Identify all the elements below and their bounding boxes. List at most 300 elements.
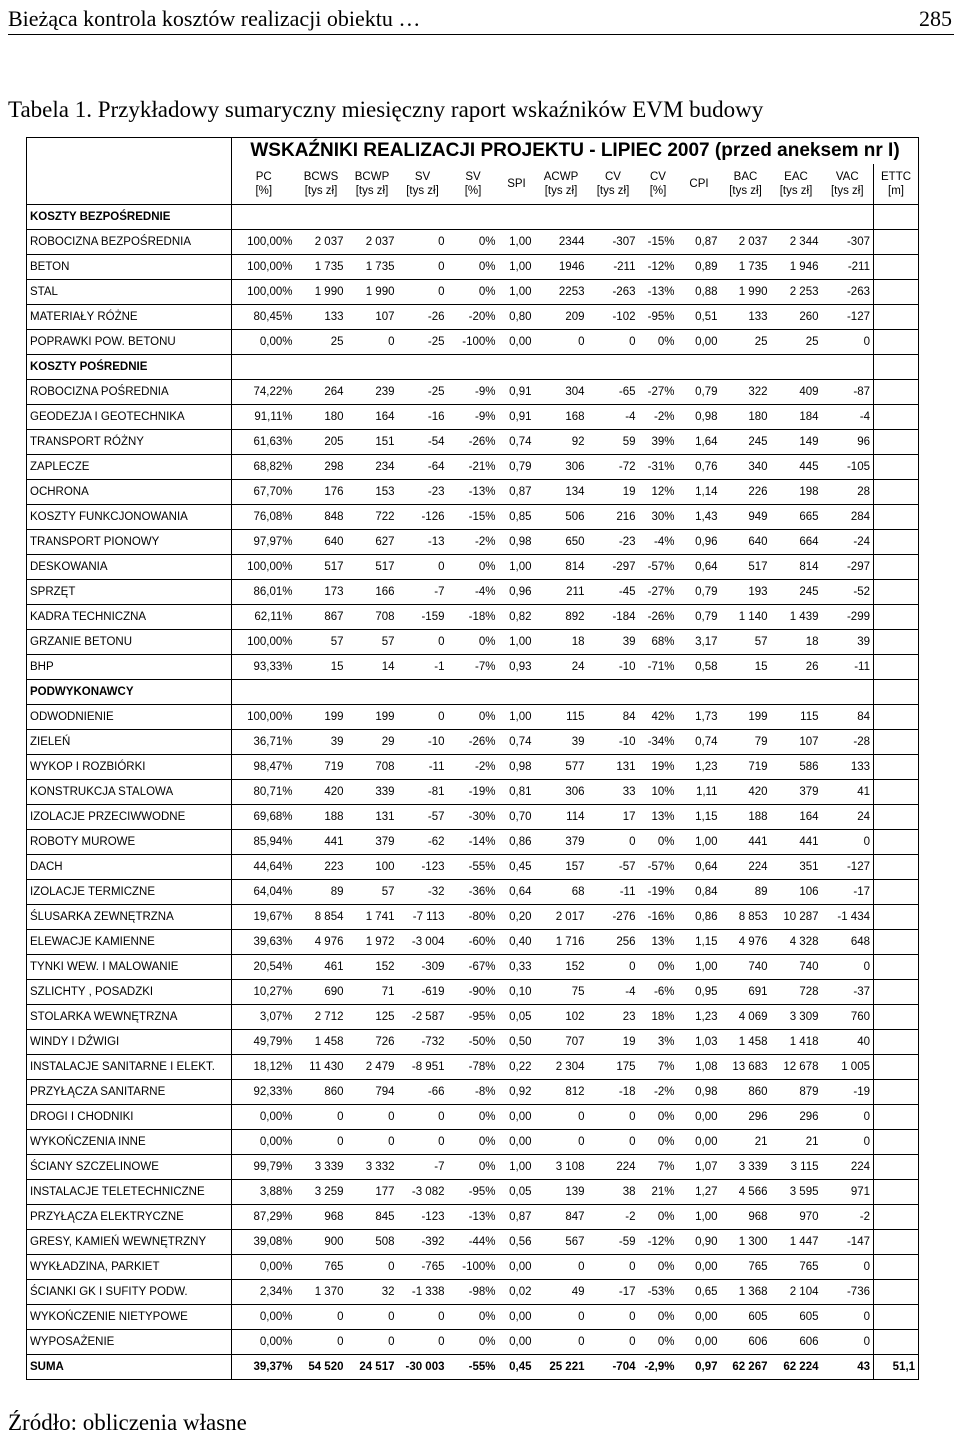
- cell-pc: 87,29%: [232, 1205, 296, 1230]
- cell-eac: 296: [771, 1105, 822, 1130]
- cell-bcws: 3 339: [296, 1155, 347, 1180]
- cell-pc: 36,71%: [232, 730, 296, 755]
- cell-ettc: [874, 630, 919, 655]
- cell-ettc: [874, 1005, 919, 1030]
- cell-vac: 41: [822, 780, 874, 805]
- cell-pc: 100,00%: [232, 555, 296, 580]
- cell-bac: 15: [721, 655, 771, 680]
- cell-sv: 0%: [448, 1330, 499, 1355]
- cell-sv: -159: [398, 605, 448, 630]
- cell-sv: 0: [398, 255, 448, 280]
- column-header-label: VAC: [835, 171, 859, 183]
- cell-pc: 100,00%: [232, 630, 296, 655]
- cell-bcwp: 794: [347, 1080, 398, 1105]
- cell-cv: 84: [588, 705, 639, 730]
- cell-eac: 26: [771, 655, 822, 680]
- running-title: Bieżąca kontrola kosztów realizacji obiektu …: [8, 6, 421, 31]
- cell-bac: 740: [721, 955, 771, 980]
- cell-eac: 970: [771, 1205, 822, 1230]
- table-row: [27, 1105, 919, 1130]
- cell-sv: -95%: [448, 1005, 499, 1030]
- cell-bac: 719: [721, 755, 771, 780]
- cell-vac: -17: [822, 880, 874, 905]
- page-header: [8, 4, 954, 35]
- row-label: ŚCIANKI GK I SUFITY PODW.: [27, 1280, 232, 1305]
- cell-pc: 44,64%: [232, 855, 296, 880]
- column-header: [535, 164, 588, 205]
- cell-acwp: 134: [535, 480, 588, 505]
- cell-cpi: 1,00: [678, 830, 721, 855]
- cell-spi: 0,33: [499, 955, 535, 980]
- cell-acwp: 1946: [535, 255, 588, 280]
- cell-sv: -10: [398, 730, 448, 755]
- row-label: DACH: [27, 855, 232, 880]
- cell-acwp: 847: [535, 1205, 588, 1230]
- cell-sv: 0%: [448, 280, 499, 305]
- cell-bcws: 1 458: [296, 1030, 347, 1055]
- cell-sv: -619: [398, 980, 448, 1005]
- cell-cpi: 0,65: [678, 1280, 721, 1305]
- table-row: [27, 1305, 919, 1330]
- cell-acwp: 24: [535, 655, 588, 680]
- table-title: WSKAŹNIKI REALIZACJI PROJEKTU - LIPIEC 2007 (przed aneksem nr I): [232, 138, 919, 165]
- cell-ettc: [874, 905, 919, 930]
- cell-bac: 245: [721, 430, 771, 455]
- cell-pc: 100,00%: [232, 280, 296, 305]
- cell-vac: 0: [822, 330, 874, 355]
- cell-sv: -1 338: [398, 1280, 448, 1305]
- cell-pc: 91,11%: [232, 405, 296, 430]
- cell-bcws: 420: [296, 780, 347, 805]
- cell-eac: 586: [771, 755, 822, 780]
- table-row: [27, 480, 919, 505]
- cell-vac: 284: [822, 505, 874, 530]
- cell-spi: 0,85: [499, 505, 535, 530]
- cell-spi: 0,10: [499, 980, 535, 1005]
- cell-acwp: 2344: [535, 230, 588, 255]
- cell-spi: 0,22: [499, 1055, 535, 1080]
- section-label: KOSZTY BEZPOŚREDNIE: [27, 205, 232, 230]
- cell-cv: -53%: [639, 1280, 678, 1305]
- cell-cv: -57%: [639, 555, 678, 580]
- cell-spi: 0,45: [499, 855, 535, 880]
- cell-cv: 256: [588, 930, 639, 955]
- cell-sv: -98%: [448, 1280, 499, 1305]
- column-header: [588, 164, 639, 205]
- table-row: [27, 755, 919, 780]
- cell-eac: 441: [771, 830, 822, 855]
- cell-sv: -50%: [448, 1030, 499, 1055]
- row-label: STAL: [27, 280, 232, 305]
- cell-acwp: 92: [535, 430, 588, 455]
- cell-ettc: [874, 880, 919, 905]
- cell-cpi: 1,11: [678, 780, 721, 805]
- table-row: [27, 980, 919, 1005]
- source-note: Źródło: obliczenia własne: [8, 1410, 247, 1435]
- cell-bac: 860: [721, 1080, 771, 1105]
- cell-vac: 43: [822, 1355, 874, 1380]
- cell-vac: -736: [822, 1280, 874, 1305]
- cell-cv: 0: [588, 1130, 639, 1155]
- cell-cv: 0: [588, 330, 639, 355]
- cell-sv: -62: [398, 830, 448, 855]
- cell-acwp: 1 716: [535, 930, 588, 955]
- cell-cpi: 0,98: [678, 1080, 721, 1105]
- cell-pc: 64,04%: [232, 880, 296, 905]
- cell-ettc: [874, 755, 919, 780]
- table-row: [27, 380, 919, 405]
- cell-ettc: [874, 1305, 919, 1330]
- table-row: [27, 305, 919, 330]
- column-header-label: BCWP: [354, 171, 390, 183]
- cell-spi: 0,98: [499, 530, 535, 555]
- column-header: [874, 164, 919, 205]
- table-row: [27, 555, 919, 580]
- cell-spi: 0,74: [499, 430, 535, 455]
- column-header-unit: [tys zł]: [830, 185, 864, 197]
- cell-acwp: 2 304: [535, 1055, 588, 1080]
- cell-vac: 28: [822, 480, 874, 505]
- cell-pc: 18,12%: [232, 1055, 296, 1080]
- cell-sv: 0: [398, 1305, 448, 1330]
- cell-bcwp: 0: [347, 330, 398, 355]
- cell-bac: 2 037: [721, 230, 771, 255]
- column-header-label: EAC: [784, 171, 808, 183]
- cell-sv: 0: [398, 630, 448, 655]
- cell-vac: 971: [822, 1180, 874, 1205]
- row-label: WYKOP I ROZBIÓRKI: [27, 755, 232, 780]
- cell-vac: -37: [822, 980, 874, 1005]
- cell-ettc: [874, 930, 919, 955]
- cell-vac: 0: [822, 1305, 874, 1330]
- cell-ettc: [874, 1130, 919, 1155]
- cell-bcwp: 0: [347, 1255, 398, 1280]
- cell-acwp: 506: [535, 505, 588, 530]
- cell-pc: 3,07%: [232, 1005, 296, 1030]
- cell-acwp: 0: [535, 1130, 588, 1155]
- cell-cv: -15%: [639, 230, 678, 255]
- cell-bcws: 1 370: [296, 1280, 347, 1305]
- cell-pc: 85,94%: [232, 830, 296, 855]
- cell-cpi: 0,74: [678, 730, 721, 755]
- cell-acwp: 379: [535, 830, 588, 855]
- cell-spi: 0,56: [499, 1230, 535, 1255]
- cell-pc: 39,08%: [232, 1230, 296, 1255]
- cell-cv: -26%: [639, 605, 678, 630]
- cell-vac: 40: [822, 1030, 874, 1055]
- cell-bcws: 54 520: [296, 1355, 347, 1380]
- cell-vac: 0: [822, 830, 874, 855]
- cell-eac: 445: [771, 455, 822, 480]
- cell-bac: 691: [721, 980, 771, 1005]
- cell-bac: 968: [721, 1205, 771, 1230]
- cell-pc: 93,33%: [232, 655, 296, 680]
- cell-cpi: 1,03: [678, 1030, 721, 1055]
- cell-ettc: [874, 730, 919, 755]
- cell-bcwp: 166: [347, 580, 398, 605]
- cell-cv: -72: [588, 455, 639, 480]
- cell-cv: 131: [588, 755, 639, 780]
- table-row: [27, 405, 919, 430]
- cell-acwp: 0: [535, 1105, 588, 1130]
- cell-sv: -81: [398, 780, 448, 805]
- cell-spi: 0,45: [499, 1355, 535, 1380]
- cell-sv: -54: [398, 430, 448, 455]
- cell-spi: 1,00: [499, 630, 535, 655]
- cell-bcwp: 239: [347, 380, 398, 405]
- cell-bcwp: 339: [347, 780, 398, 805]
- cell-pc: 92,33%: [232, 1080, 296, 1105]
- cell-pc: 99,79%: [232, 1155, 296, 1180]
- cell-bac: 224: [721, 855, 771, 880]
- cell-ettc: [874, 830, 919, 855]
- cell-cv: 13%: [639, 805, 678, 830]
- row-label: DESKOWANIA: [27, 555, 232, 580]
- cell-ettc: [874, 1055, 919, 1080]
- cell-cv: 0: [588, 1105, 639, 1130]
- cell-bcws: 867: [296, 605, 347, 630]
- cell-cv: 23: [588, 1005, 639, 1030]
- row-label: GEODEZJA I GEOTECHNIKA: [27, 405, 232, 430]
- cell-bcwp: 2 037: [347, 230, 398, 255]
- cell-ettc: [874, 480, 919, 505]
- cell-bac: 441: [721, 830, 771, 855]
- row-label: INSTALACJE SANITARNE I ELEKT.: [27, 1055, 232, 1080]
- cell-bac: 79: [721, 730, 771, 755]
- cell-sv: -15%: [448, 505, 499, 530]
- cell-bac: 199: [721, 705, 771, 730]
- cell-sv: 0: [398, 1130, 448, 1155]
- cell-bcws: 690: [296, 980, 347, 1005]
- cell-cv: -297: [588, 555, 639, 580]
- cell-cpi: 0,95: [678, 980, 721, 1005]
- cell-sv: -100%: [448, 330, 499, 355]
- cell-bcws: 133: [296, 305, 347, 330]
- column-header: [499, 164, 535, 205]
- cell-cpi: 1,15: [678, 930, 721, 955]
- cell-cpi: 0,79: [678, 380, 721, 405]
- cell-cv: 39%: [639, 430, 678, 455]
- cell-spi: 0,50: [499, 1030, 535, 1055]
- cell-ettc: [874, 1230, 919, 1255]
- cell-sv: -8%: [448, 1080, 499, 1105]
- cell-spi: 0,02: [499, 1280, 535, 1305]
- cell-pc: 100,00%: [232, 255, 296, 280]
- cell-bcws: 264: [296, 380, 347, 405]
- cell-bac: 420: [721, 780, 771, 805]
- cell-bcwp: 100: [347, 855, 398, 880]
- table-row: [27, 1080, 919, 1105]
- cell-eac: 3 309: [771, 1005, 822, 1030]
- cell-eac: 2 344: [771, 230, 822, 255]
- cell-bcws: 640: [296, 530, 347, 555]
- cell-bcws: 8 854: [296, 905, 347, 930]
- cell-sv: -80%: [448, 905, 499, 930]
- section-label: KOSZTY POŚREDNIE: [27, 355, 232, 380]
- cell-bcws: 900: [296, 1230, 347, 1255]
- cell-spi: 0,70: [499, 805, 535, 830]
- cell-cv: -27%: [639, 580, 678, 605]
- row-label: ROBOCIZNA POŚREDNIA: [27, 380, 232, 405]
- cell-eac: 107: [771, 730, 822, 755]
- cell-cv: -263: [588, 280, 639, 305]
- cell-acwp: 209: [535, 305, 588, 330]
- cell-acwp: 152: [535, 955, 588, 980]
- cell-eac: 605: [771, 1305, 822, 1330]
- cell-pc: 61,63%: [232, 430, 296, 455]
- column-header-unit: [tys zł]: [355, 185, 389, 197]
- cell-cv: -23: [588, 530, 639, 555]
- cell-cv: -59: [588, 1230, 639, 1255]
- column-header-label: ETTC: [881, 171, 912, 183]
- cell-cpi: 1,43: [678, 505, 721, 530]
- cell-spi: 0,40: [499, 930, 535, 955]
- cell-sv: -18%: [448, 605, 499, 630]
- cell-acwp: 68: [535, 880, 588, 905]
- cell-bac: 605: [721, 1305, 771, 1330]
- row-label: ODWODNIENIE: [27, 705, 232, 730]
- cell-spi: 0,92: [499, 1080, 535, 1105]
- cell-sv: 0: [398, 1105, 448, 1130]
- cell-bcwp: 199: [347, 705, 398, 730]
- cell-pc: 97,97%: [232, 530, 296, 555]
- cell-bcwp: 164: [347, 405, 398, 430]
- cell-cv: -57%: [639, 855, 678, 880]
- row-label: IZOLACJE TERMICZNE: [27, 880, 232, 905]
- column-header-unit: [tys zł]: [406, 185, 439, 197]
- table-row: [27, 280, 919, 305]
- cell-cv: 42%: [639, 705, 678, 730]
- cell-bcwp: 517: [347, 555, 398, 580]
- column-header-label: BCWS: [303, 171, 339, 183]
- cell-acwp: 306: [535, 780, 588, 805]
- cell-cpi: 0,00: [678, 330, 721, 355]
- cell-vac: -87: [822, 380, 874, 405]
- cell-spi: 0,00: [499, 1130, 535, 1155]
- cell-bcwp: 726: [347, 1030, 398, 1055]
- cell-sv: -732: [398, 1030, 448, 1055]
- table-row: [27, 930, 919, 955]
- cell-sv: -66: [398, 1080, 448, 1105]
- cell-cpi: 1,08: [678, 1055, 721, 1080]
- cell-bcwp: 24 517: [347, 1355, 398, 1380]
- cell-bcwp: 29: [347, 730, 398, 755]
- cell-cv: -95%: [639, 305, 678, 330]
- cell-cpi: 1,27: [678, 1180, 721, 1205]
- cell-bcws: 180: [296, 405, 347, 430]
- table-row: [27, 430, 919, 455]
- cell-pc: 39,37%: [232, 1355, 296, 1380]
- cell-cv: 38: [588, 1180, 639, 1205]
- column-header-label: SPI: [507, 178, 526, 190]
- cell-vac: 133: [822, 755, 874, 780]
- cell-pc: 86,01%: [232, 580, 296, 605]
- cell-cv: 21%: [639, 1180, 678, 1205]
- table-row: [27, 830, 919, 855]
- table-row: [27, 455, 919, 480]
- cell-cpi: 0,00: [678, 1255, 721, 1280]
- table-row: [27, 630, 919, 655]
- cell-cv: 19: [588, 480, 639, 505]
- cell-sv: -123: [398, 855, 448, 880]
- row-label: SUMA: [27, 1355, 232, 1380]
- cell-ettc: 51,1: [874, 1355, 919, 1380]
- cell-vac: 224: [822, 1155, 874, 1180]
- cell-sv: 0: [398, 705, 448, 730]
- cell-bac: 517: [721, 555, 771, 580]
- cell-eac: 664: [771, 530, 822, 555]
- cell-bcws: 4 976: [296, 930, 347, 955]
- evm-table-container: [26, 137, 918, 1380]
- cell-cv: -307: [588, 230, 639, 255]
- cell-ettc: [874, 555, 919, 580]
- row-label: ZIELEŃ: [27, 730, 232, 755]
- cell-cpi: 1,14: [678, 480, 721, 505]
- cell-eac: 1 439: [771, 605, 822, 630]
- cell-spi: 0,81: [499, 780, 535, 805]
- cell-sv: -123: [398, 1205, 448, 1230]
- cell-sv: -13: [398, 530, 448, 555]
- cell-cv: 0%: [639, 1130, 678, 1155]
- cell-sv: -8 951: [398, 1055, 448, 1080]
- cell-pc: 20,54%: [232, 955, 296, 980]
- cell-bac: 180: [721, 405, 771, 430]
- cell-vac: 0: [822, 1330, 874, 1355]
- cell-sv: -57: [398, 805, 448, 830]
- section-header-row: [27, 205, 919, 230]
- cell-bcwp: 0: [347, 1305, 398, 1330]
- row-label: SPRZĘT: [27, 580, 232, 605]
- column-header: [347, 164, 398, 205]
- cell-sv: -2%: [448, 530, 499, 555]
- cell-bac: 8 853: [721, 905, 771, 930]
- cell-cv: -12%: [639, 1230, 678, 1255]
- cell-vac: -19: [822, 1080, 874, 1105]
- cell-bcwp: 0: [347, 1330, 398, 1355]
- cell-cpi: 1,64: [678, 430, 721, 455]
- cell-cpi: 0,00: [678, 1105, 721, 1130]
- cell-sv: -7: [398, 1155, 448, 1180]
- table-row: [27, 705, 919, 730]
- cell-sv: -26: [398, 305, 448, 330]
- cell-vac: 648: [822, 930, 874, 955]
- cell-bcws: 3 259: [296, 1180, 347, 1205]
- table-row: [27, 805, 919, 830]
- row-label: KADRA TECHNICZNA: [27, 605, 232, 630]
- cell-acwp: 567: [535, 1230, 588, 1255]
- cell-sv: -126: [398, 505, 448, 530]
- cell-pc: 0,00%: [232, 1305, 296, 1330]
- column-header: [771, 164, 822, 205]
- cell-pc: 0,00%: [232, 1255, 296, 1280]
- cell-eac: 3 595: [771, 1180, 822, 1205]
- cell-eac: 62 224: [771, 1355, 822, 1380]
- cell-acwp: 577: [535, 755, 588, 780]
- cell-cpi: 0,51: [678, 305, 721, 330]
- cell-ettc: [874, 780, 919, 805]
- cell-bcws: 0: [296, 1130, 347, 1155]
- cell-sv: -55%: [448, 855, 499, 880]
- cell-cv: 0: [588, 1305, 639, 1330]
- cell-bcws: 2 037: [296, 230, 347, 255]
- cell-bcws: 205: [296, 430, 347, 455]
- cell-sv: -67%: [448, 955, 499, 980]
- cell-ettc: [874, 505, 919, 530]
- column-header-label: SV: [465, 171, 481, 183]
- cell-eac: 1 447: [771, 1230, 822, 1255]
- cell-eac: 149: [771, 430, 822, 455]
- cell-bcws: 1 990: [296, 280, 347, 305]
